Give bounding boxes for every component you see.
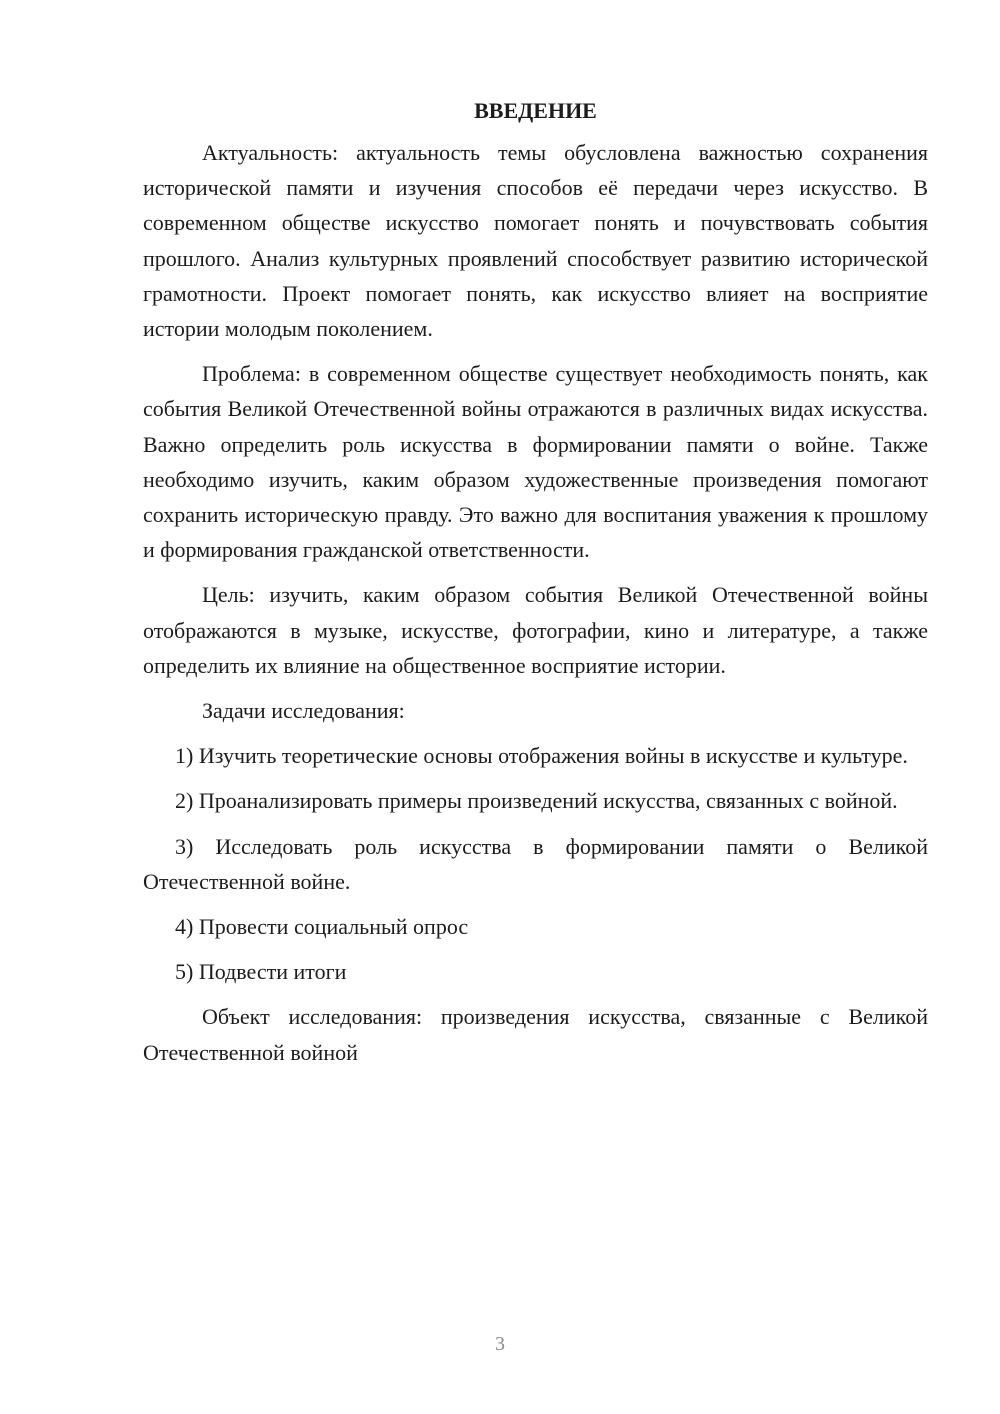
task-item-4: 4) Провести социальный опрос <box>175 914 469 940</box>
page-number: 3 <box>495 1333 505 1355</box>
task-item-1: 1) Изучить теоретические основы отображения войны в искусстве и культуре. <box>175 743 908 769</box>
task-item-5: 5) Подвести итоги <box>175 959 347 985</box>
task-item-3: 3) Исследовать роль искусства в формировании памяти о Великой Отечественной войне. <box>143 833 928 894</box>
relevance-paragraph: Актуальность: актуальность темы обусловлена важностью сохранения исторической памяти и изучения способов её передачи через искусство. В современном обществе искусство помогает понять и почувствовать события прошлого. Анализ культурных проявлений способствует развитию исторической грамотности. Проект помогает понять, как искусство влияет на восприятие истории молодым поколением. <box>143 140 928 342</box>
object-paragraph: Объект исследования: произведения искусства, связанные с Великой Отечественной войной <box>143 1004 928 1065</box>
section-title: ВВЕДЕНИЕ <box>474 98 597 123</box>
tasks-heading: Задачи исследования: <box>202 698 405 724</box>
problem-paragraph: Проблема: в современном обществе существует необходимость понять, как события Великой Отечественной войны отражаются в различных видах искусства. Важно определить роль искусства в формировании памяти о войне. Также необходимо изучить, каким образом художественные произведения помогают сохранить историческую правду. Это важно для воспитания уважения к прошлому и формирования гражданской ответственности. <box>143 361 928 563</box>
task-item-2: 2) Проанализировать примеры произведений искусства, связанных с войной. <box>175 788 898 814</box>
document-page <box>143 96 928 1080</box>
goal-paragraph: Цель: изучить, каким образом события Великой Отечественной войны отображаются в музыке, искусстве, фотографии, кино и литературе, а также определить их влияние на общественное восприятие истории. <box>143 582 928 678</box>
